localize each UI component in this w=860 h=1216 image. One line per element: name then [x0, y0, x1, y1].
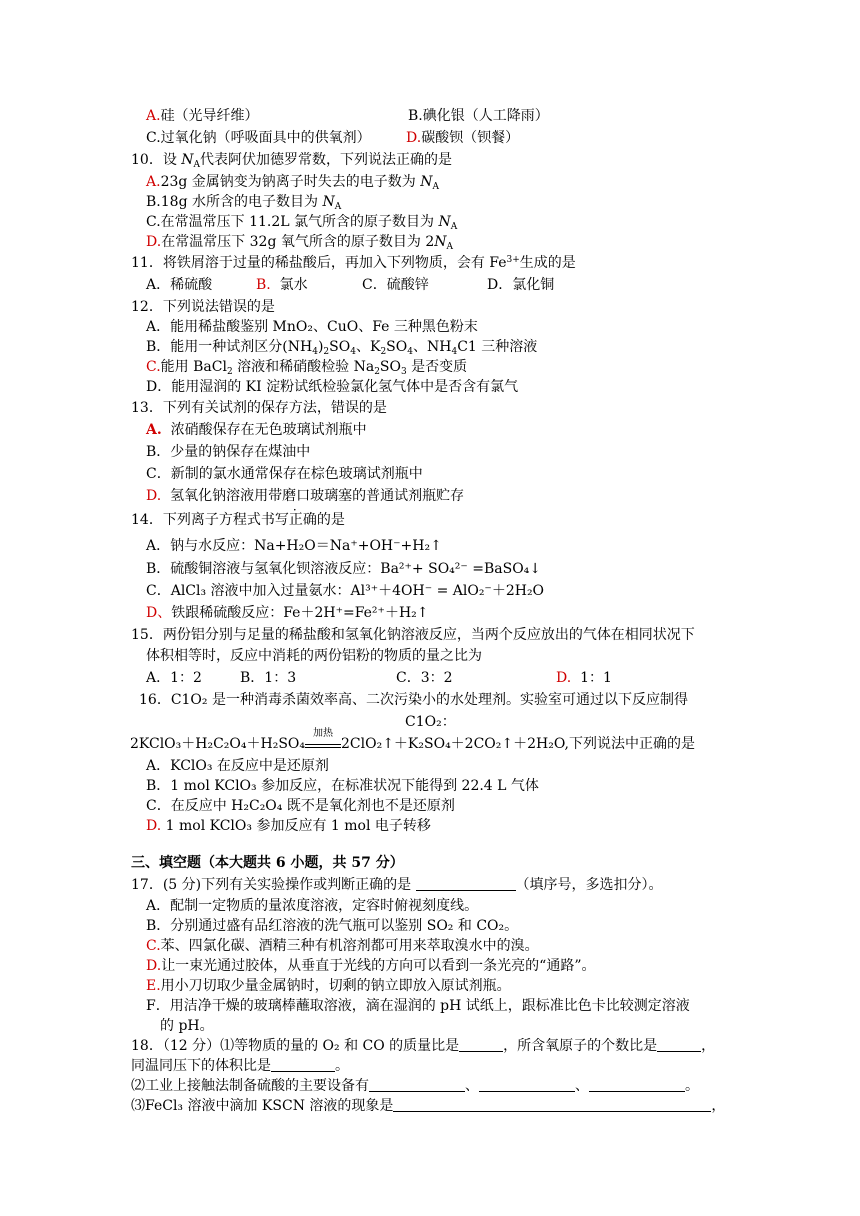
q18-blank-equipment-2[interactable]	[479, 1077, 575, 1092]
q9-option-d: D.碳酸钡（钡餐）	[406, 130, 520, 146]
q12-option-d: D．能用湿润的 KI 淀粉试纸检验氯化氢气体中是否含有氯气	[146, 379, 519, 395]
q18-line3: ⑵工业上接触法制备硫酸的主要设备有 、 、 。	[131, 1078, 699, 1094]
q12-option-a: A．能用稀盐酸鉴别 MnO₂、CuO、Fe 三种黑色粉末	[146, 319, 478, 335]
q15-option-b: B．1：3	[240, 670, 297, 686]
q13-stem: 13．下列有关试剂的保存方法，错误的是	[131, 400, 387, 416]
q12-option-b: B．能用一种试剂区分$(NH_4)_2SO_4$、$K_2SO_4$、$NH_4C1$ 三种溶液	[146, 339, 538, 357]
q17-option-f-line2: 的 pH。	[160, 1018, 214, 1034]
q13-option-b: B．少量的钠保存在煤油中	[146, 444, 311, 460]
q14-option-c: C．AlCl₃ 溶液中加入过量氨水：Al³⁺＋4OH⁻ = AlO₂⁻＋2H₂O	[146, 583, 545, 599]
q10-option-a: A.23g 金属钠变为钠离子时失去的电子数为 $N_A$	[146, 174, 439, 192]
q10-stem: 10．设 $N_A$代表阿伏加德罗常数，下列说法正确的是	[131, 152, 453, 170]
q15-stem-line1: 15．两份铝分别与足量的稀盐酸和氢氧化钠溶液反应，当两个反应放出的气体在相同状况下	[131, 627, 695, 643]
q11-option-c: C．硫酸锌	[362, 277, 429, 293]
q15-stem-line2: 体积相等时，反应中消耗的两份铝粉的物质的量之比为	[146, 648, 482, 664]
q11-stem: 11．将铁屑溶于过量的稀盐酸后，再加入下列物质，会有 $Fe^{3+}$生成的是	[131, 255, 576, 271]
q17-option-c: C.苯、四氯化碳、酒精三种有机溶剂都可用来萃取溴水中的溴。	[146, 938, 539, 954]
q16-option-c: C．在反应中 H₂C₂O₄ 既不是氧化剂也不是还原剂	[146, 798, 455, 814]
q12-option-c: C.能用 BaCl$_2$ 溶液和稀硝酸检验 $Na_2SO_3$ 是否变质	[146, 359, 468, 377]
q10-option-d: D.在常温常压下 32g 氧气所含的原子数目为 $2N_A$	[146, 234, 453, 252]
q18-blank-phenomenon[interactable]	[393, 1097, 711, 1112]
q17-stem: 17．(5 分)下列有关实验操作或判断正确的是 （填序号，多选扣分）。	[131, 877, 663, 893]
q14-stem: 14．下列离子方程式书写正确的是	[131, 512, 345, 528]
q9-option-b: B.碘化银（人工降雨）	[408, 108, 549, 124]
q18-blank-mass-ratio[interactable]	[459, 1037, 503, 1052]
q17-option-a: A．配制一定物质的量浓度溶液，定容时俯视刻度线。	[146, 898, 479, 914]
q9-option-a: A.硅（光导纤维）	[146, 108, 259, 124]
q16-equation: 2KClO₃＋H₂C₂O₄＋H₂SO₄ 加热 2ClO₂↑＋K₂SO₄＋2CO₂↑＋2H₂O,下列说法中正确的是	[130, 728, 695, 752]
q9-option-c: C.过氧化钠（呼吸面具中的供氧剂）	[146, 130, 371, 146]
q14-option-a: A．钠与水反应：Na+H₂O＝Na⁺+OH⁻+H₂↑	[146, 538, 442, 554]
q17-option-e: E.用小刀切取少量金属钠时，切剩的钠立即放入原试剂瓶。	[146, 978, 511, 994]
q12-stem: 12．下列说法错误的是	[131, 299, 275, 315]
q16-option-b: B．1 mol KClO₃ 参加反应，在标准状况下能得到 22.4 L 气体	[146, 778, 539, 794]
q11-option-a: A．稀硫酸	[146, 277, 213, 293]
q16-stem-line1: 16．C1O₂ 是一种消毒杀菌效率高、二次污染小的水处理剂。实验室可通过以下反应制得	[139, 692, 688, 708]
q15-option-a: A．1：2	[146, 670, 202, 686]
q11-option-b: B. 氯水	[256, 277, 308, 293]
q14-option-d: D、铁跟稀硫酸反应：Fe＋2H⁺=Fe²⁺＋H₂↑	[146, 605, 429, 621]
q14-option-b: B．硫酸铜溶液与氢氧化钡溶液反应：Ba²⁺+ SO₄²⁻ =BaSO₄↓	[146, 561, 542, 577]
q15-option-d: D. 1：1	[556, 670, 612, 686]
section-3-heading: 三、填空题（本大题共 6 小题，共 57 分）	[131, 855, 404, 871]
q18-blank-equipment-1[interactable]	[369, 1077, 465, 1092]
q16-stem-line2: C1O₂：	[405, 714, 456, 730]
q15-option-c: C．3：2	[396, 670, 453, 686]
q17-option-f-line1: F．用洁净干燥的玻璃棒蘸取溶液，滴在湿润的 pH 试纸上，跟标准比色卡比较测定溶液	[146, 998, 690, 1014]
q10-option-c: C.在常温常压下 11.2L 氯气所含的原子数目为 $N_A$	[146, 214, 458, 232]
q13-option-c: C．新制的氯水通常保存在棕色玻璃试剂瓶中	[146, 466, 423, 482]
q18-blank-oxygen-ratio[interactable]	[657, 1037, 701, 1052]
heating-condition: 加热	[305, 742, 341, 748]
q18-blank-volume-ratio[interactable]	[271, 1057, 335, 1072]
q17-option-b: B．分别通过盛有品红溶液的洗气瓶可以鉴别 SO₂ 和 CO₂。	[146, 918, 519, 934]
q13-option-d: D. 氢氧化钠溶液用带磨口玻璃塞的普通试剂瓶贮存	[146, 488, 465, 504]
q17-answer-blank[interactable]	[416, 876, 516, 891]
q18-line2: 同温同压下的体积比是 。	[131, 1058, 349, 1074]
q18-line1: 18．（12 分）⑴等物质的量的 O₂ 和 CO 的质量比是 ，所含氧原子的个数比是 ，	[131, 1038, 716, 1054]
q11-option-d: D．氯化铜	[487, 277, 555, 293]
q18-blank-equipment-3[interactable]	[589, 1077, 685, 1092]
q13-option-a: A. 浓硝酸保存在无色玻璃试剂瓶中	[146, 422, 367, 438]
q16-option-d: D. 1 mol KClO₃ 参加反应有 1 mol 电子转移	[146, 818, 431, 834]
q16-option-a: A．KClO₃ 在反应中是还原剂	[146, 758, 329, 774]
q17-option-d: D.让一束光通过胶体，从垂直于光线的方向可以看到一条光亮的“通路”。	[146, 958, 596, 974]
q10-option-b: B.18g 水所含的电子数目为 $N_A$	[146, 194, 342, 212]
q18-line4: ⑶FeCl₃ 溶液中滴加 KSCN 溶液的现象是 ，	[131, 1098, 726, 1114]
